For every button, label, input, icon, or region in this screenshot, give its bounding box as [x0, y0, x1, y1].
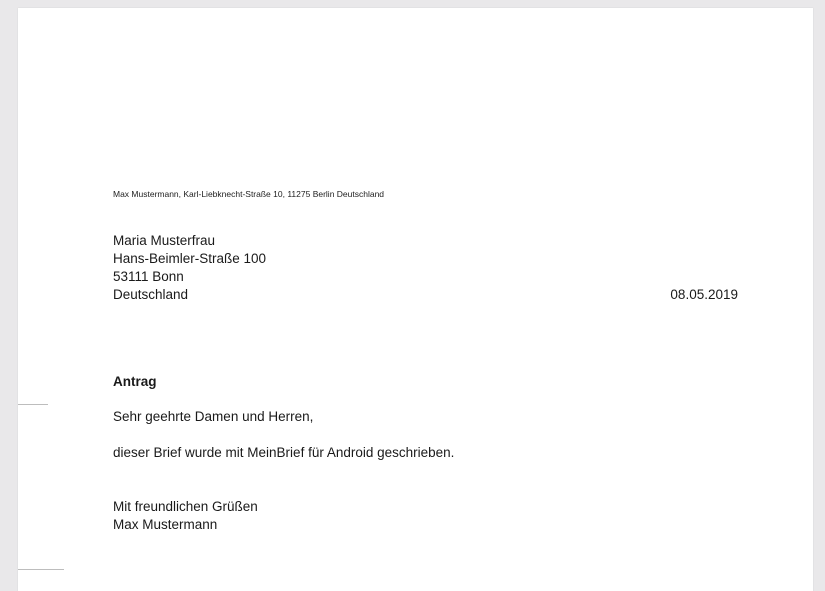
fold-mark-punch	[18, 569, 64, 570]
letter-subject: Antrag	[113, 374, 157, 389]
signature-name: Max Mustermann	[113, 517, 218, 532]
recipient-city: 53111 Bonn	[113, 269, 184, 284]
letter-page	[18, 8, 813, 591]
closing-phrase: Mit freundlichen Grüßen	[113, 499, 258, 514]
fold-mark-top	[18, 404, 48, 405]
recipient-street: Hans-Beimler-Straße 100	[113, 251, 267, 266]
letter-closing	[113, 498, 258, 534]
recipient-name: Maria Musterfrau	[113, 233, 216, 248]
letter-date: 08.05.2019	[670, 287, 738, 302]
recipient-address	[113, 232, 266, 304]
recipient-country: Deutschland	[113, 287, 189, 302]
sender-return-address: Max Mustermann, Karl-Liebknecht-Straße 10, 11275 Berlin Deutschland	[113, 189, 385, 199]
letter-body: dieser Brief wurde mit MeinBrief für Android geschrieben.	[113, 445, 455, 460]
letter-salutation: Sehr geehrte Damen und Herren,	[113, 409, 314, 424]
